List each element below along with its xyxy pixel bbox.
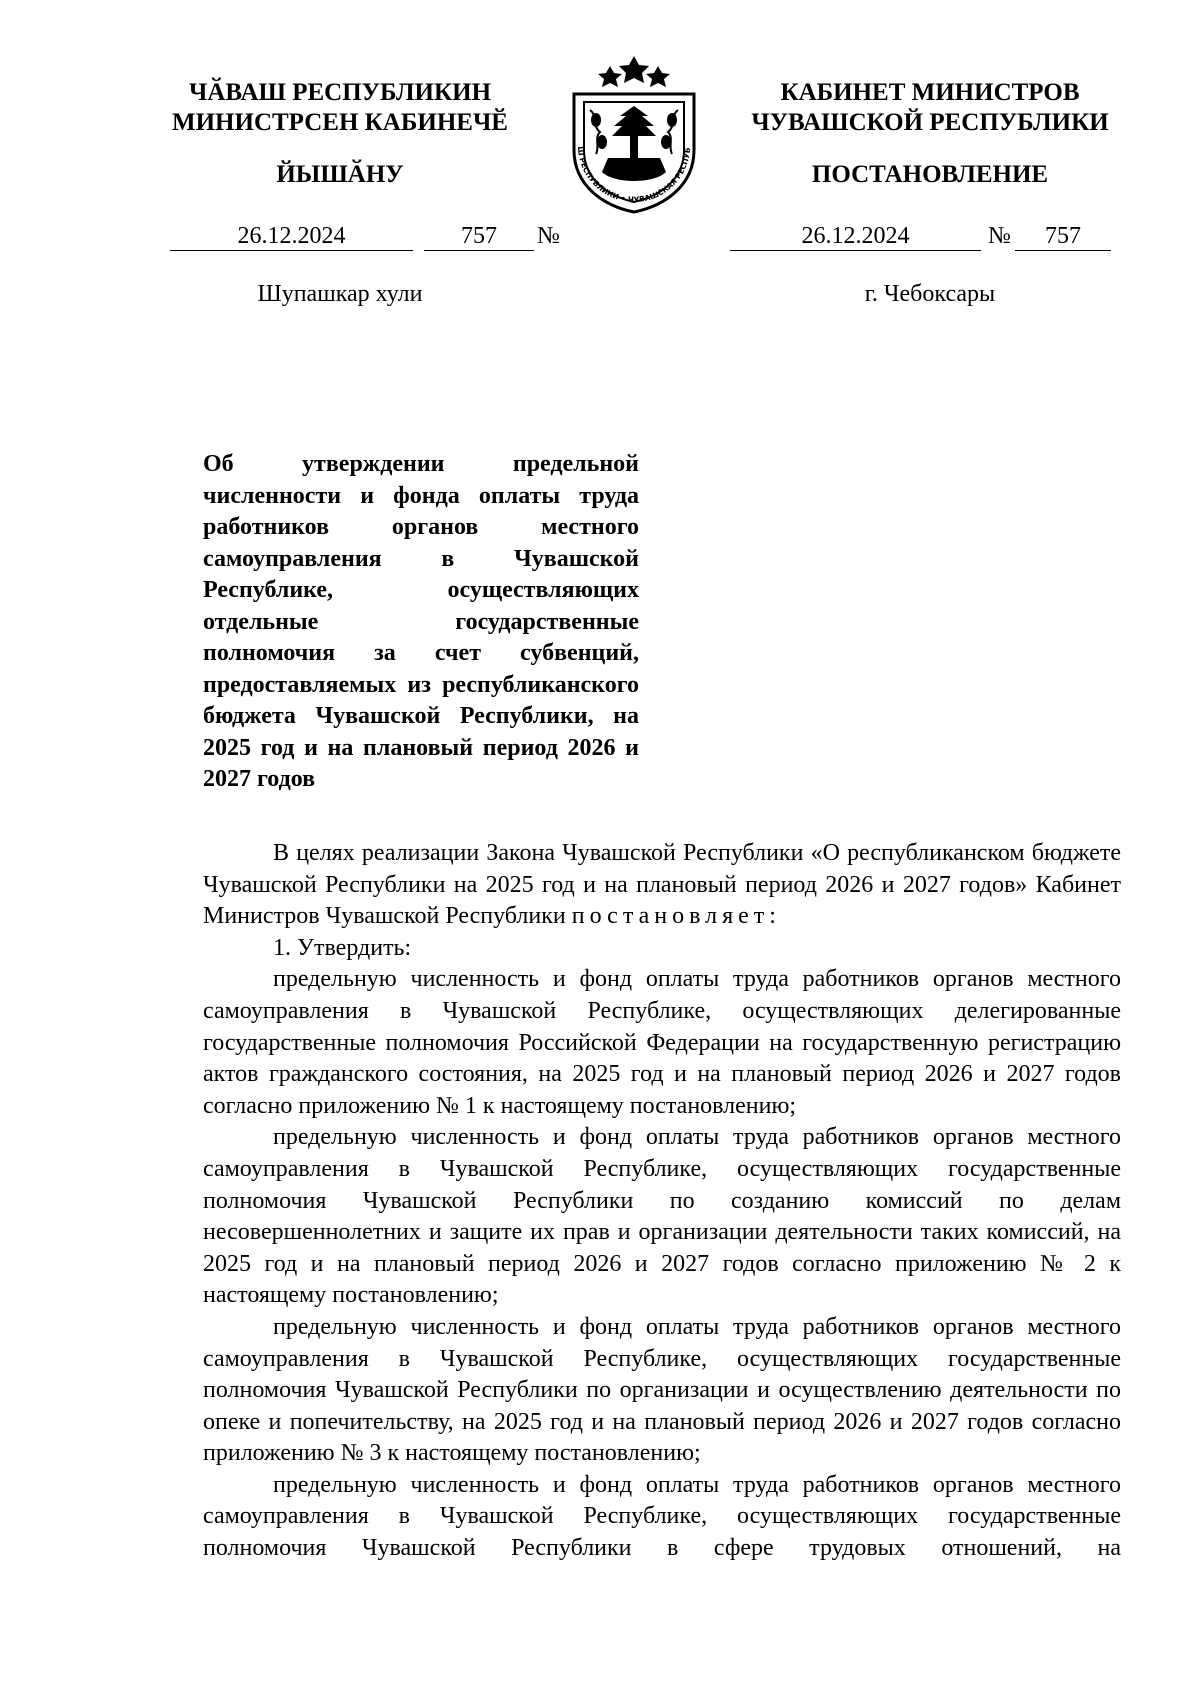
left-doc-type: ЙЫШӐНУ [276,161,404,188]
body-paragraph-4: предельную численность и фонд оплаты труда работников органов местного самоуправления в Чувашской Республике, осуществляющих государственные полномочия Чувашской Республики по организации и осуществлению деятельности по опеке и попечительству, на 2025 год и на плановый период 2026 и 2027 годов согласно приложению № 3 к настоящему постановлению; [203,1313,1121,1467]
body-paragraph-5: предельную численность и фонд оплаты труда работников органов местного самоуправления в Чувашской Республике, осуществляющих государственные полномочия Чувашской Республики в сфере трудовых отношений, на [203,1471,1121,1562]
body-intro: В целях реализации Закона Чувашской Республики «О республиканском бюджете Чувашской Республики на 2025 год и на плановый период 2026 и 2027 годов» Кабинет Министров Чувашской Республики постановляет: [203,840,1121,930]
right-org-line2: ЧУВАШСКОЙ РЕСПУБЛИКИ [751,109,1109,136]
coat-of-arms-emblem [556,54,712,216]
document-body [203,838,1121,1565]
chuvash-coat-of-arms-icon [556,54,712,216]
left-org-name [150,78,530,138]
document-title: Об утверждении предельной численности и фонда оплаты труда работников органов местного самоуправления в Чувашской Республике, осуществляющих отдельные государственные полномочия за счет субвенций, предоставляемых из республиканского бюджета Чувашской Республики, на 2025 год и на плановый период 2026 и 2027 годов [203,451,639,792]
decree-word: постановляет: [571,903,781,930]
body-paragraph-1: 1. Утвердить: [273,934,412,961]
body-paragraph-3: предельную численность и фонд оплаты труда работников органов местного самоуправления в Чувашской Республике, осуществляющих государственные полномочия Чувашской Республики по созданию комиссий по делам несовершеннолетних и защите их прав и организации деятельности таких комиссий, на 2025 год и на плановый период 2026 и 2027 годов согласно приложению № 2 к настоящему постановлению; [203,1124,1121,1309]
left-place: Шупашкар хули [257,281,423,307]
left-org-line1: ЧӐВАШ РЕСПУБЛИКИН [188,79,492,106]
body-paragraph-2: предельную численность и фонд оплаты труда работников органов местного самоуправления в Чувашской Республике, осуществляющих делегированные государственные полномочия Российской Федерации на государственную регистрацию актов гражданского состояния, на 2025 год и на плановый период 2026 и 2027 годов согласно приложению № 1 к настоящему постановлению; [203,966,1121,1119]
right-org-line1: КАБИНЕТ МИНИСТРОВ [780,79,1080,106]
right-place: г. Чебоксары [864,281,996,307]
svg-text:ЧӐВАШ РЕСПУБЛИКИ • ЧУВАШСКАЯ Р: Ш РЕСПУБЛИКИ • ЧУВАШСКАЯ РЕСПУБ [575,145,693,205]
right-number: 757 [1015,222,1111,251]
right-number-sign: № [988,223,1011,249]
left-org-line2: МИНИСТРСЕН КАБИНЕЧӖ [172,109,508,136]
right-org-name [735,78,1125,138]
left-number-sign: № [537,223,560,249]
right-doc-type: ПОСТАНОВЛЕНИЕ [811,161,1049,188]
left-date: 26.12.2024 [170,222,413,251]
right-date: 26.12.2024 [730,222,981,251]
left-number: 757 [424,222,534,251]
